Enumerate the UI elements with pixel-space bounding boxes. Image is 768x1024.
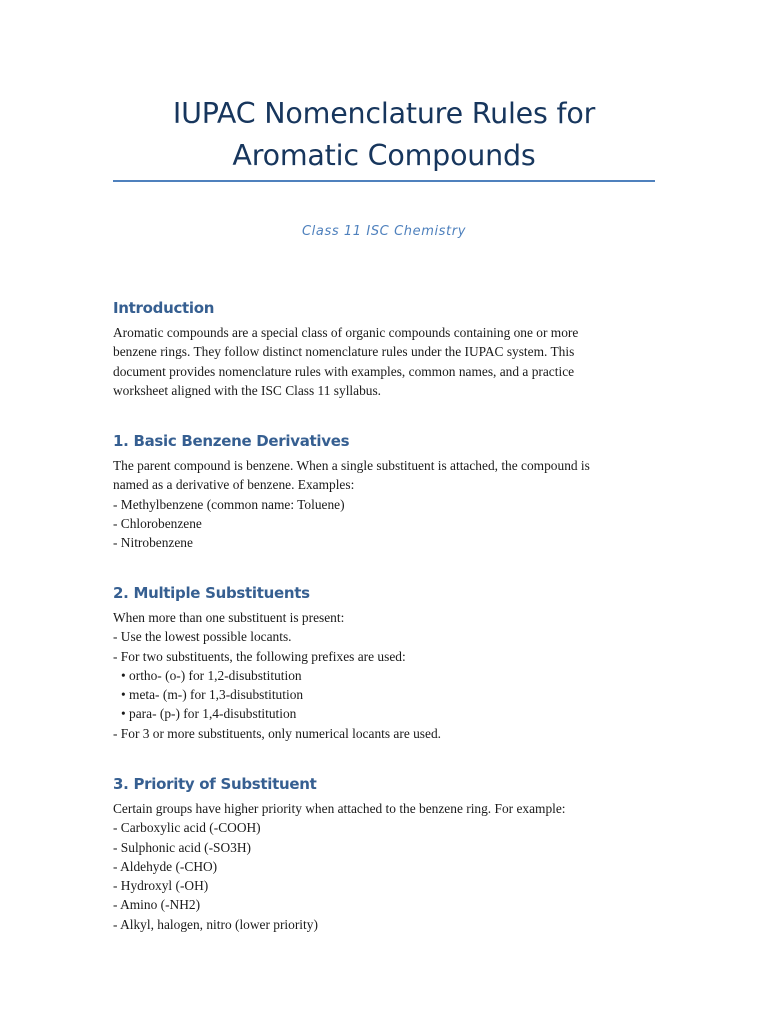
list-item: - Aldehyde (-CHO) <box>113 858 218 874</box>
document-title: IUPAC Nomenclature Rules for Aromatic Compounds <box>172 97 596 172</box>
section-priority-of-substituent <box>113 774 658 934</box>
document-subtitle: Class 11 ISC Chemistry <box>301 224 466 239</box>
list-item: - Methylbenzene (common name: Toluene) <box>113 496 345 512</box>
text-line: Certain groups have higher priority when attached to the benzene ring. For example: <box>113 801 566 816</box>
section-basic-benzene-derivatives <box>113 431 658 552</box>
text-line: When more than one substituent is present: <box>113 610 345 625</box>
section-heading: Introduction <box>113 299 215 317</box>
text-line: The parent compound is benzene. When a single substituent is attached, the compound is <box>113 458 590 473</box>
list-item: - Chlorobenzene <box>113 515 202 531</box>
list-item: - For 3 or more substituents, only numerical locants are used. <box>113 725 441 741</box>
section-body <box>113 608 658 743</box>
text-line: Aromatic compounds are a special class of organic compounds containing one or more <box>113 325 579 340</box>
bullet-item: • ortho- (o-) for 1,2-disubstitution <box>121 667 302 683</box>
text-line: worksheet aligned with the ISC Class 11 syllabus. <box>113 382 382 398</box>
section-multiple-substituents <box>113 583 658 743</box>
list-item: - Alkyl, halogen, nitro (lower priority) <box>113 916 318 932</box>
section-body <box>113 456 658 552</box>
text-line: benzene rings. They follow distinct nomenclature rules under the IUPAC system. This <box>113 344 575 360</box>
list-item: - Hydroxyl (-OH) <box>113 878 209 894</box>
text-line: document provides nomenclature rules with examples, common names, and a practice <box>113 363 575 379</box>
title-underline <box>113 180 655 182</box>
list-item: - Use the lowest possible locants. <box>113 629 292 645</box>
list-item: - Nitrobenzene <box>113 535 193 551</box>
list-item: - Amino (-NH2) <box>113 897 201 913</box>
section-heading: 3. Priority of Substituent <box>113 775 317 793</box>
list-item: - For two substituents, the following prefixes are used: <box>113 648 406 664</box>
section-body <box>113 799 658 934</box>
section-heading: 2. Multiple Substituents <box>113 584 310 602</box>
section-heading: 1. Basic Benzene Derivatives <box>113 432 350 450</box>
list-item: - Sulphonic acid (-SO3H) <box>113 839 251 855</box>
section-body <box>113 323 658 400</box>
text-line: named as a derivative of benzene. Examples: <box>113 477 355 493</box>
bullet-item: • meta- (m-) for 1,3-disubstitution <box>121 687 304 703</box>
bullet-item: • para- (p-) for 1,4-disubstitution <box>121 706 297 722</box>
section-introduction <box>113 298 658 400</box>
list-item: - Carboxylic acid (-COOH) <box>113 820 261 836</box>
